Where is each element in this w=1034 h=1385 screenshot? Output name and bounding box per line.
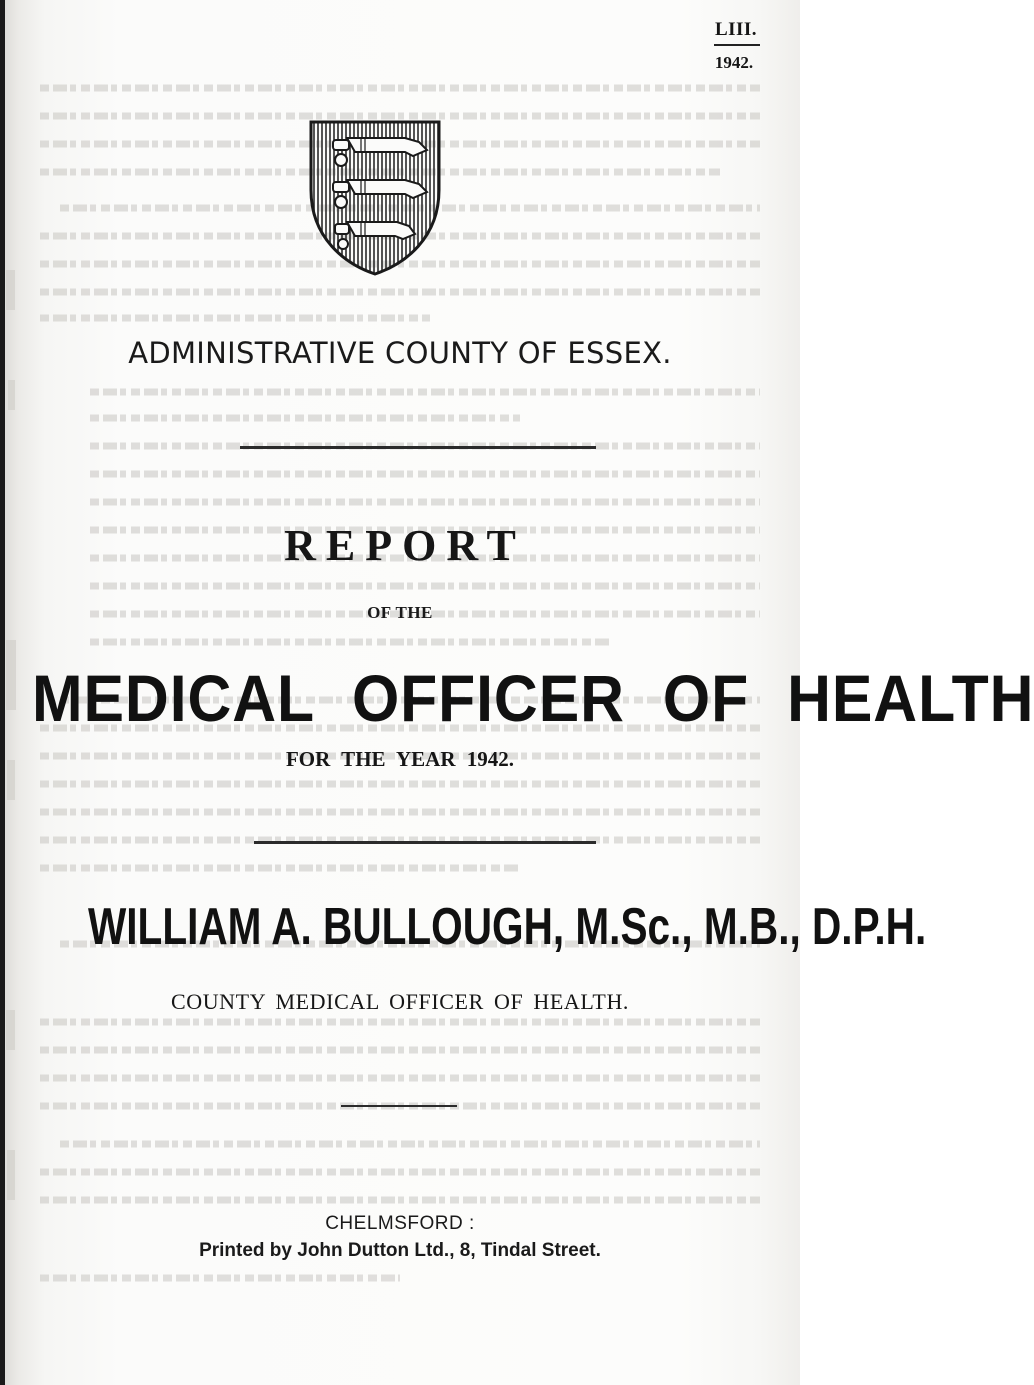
sheet-number: LIII. [714,19,758,40]
report-period: FOR THE YEAR 1942. [285,747,515,771]
author-name: WILLIAM A. BULLOUGH, M.Sc., M.B., D.P.H. [88,898,927,956]
author-divider [341,1105,457,1107]
sheet-year: 1942. [714,53,754,72]
of-the-subheading: OF THE [367,603,433,622]
report-heading: REPORT [284,521,526,570]
author-role: COUNTY MEDICAL OFFICER OF HEALTH. [170,989,630,1014]
county-title: ADMINISTRATIVE COUNTY OF ESSEX. [128,336,672,370]
county-arms-three-seaxes-icon [305,118,445,278]
office-heading: MEDICAL OFFICER OF HEALTH [32,661,1034,735]
title-divider [240,446,596,449]
page-binding-edge [0,0,5,1385]
period-divider [254,841,596,844]
sheet-number-underline [714,44,760,46]
imprint-place: CHELMSFORD : [325,1213,475,1234]
imprint-printer: Printed by John Dutton Ltd., 8, Tindal Street. [199,1240,601,1261]
